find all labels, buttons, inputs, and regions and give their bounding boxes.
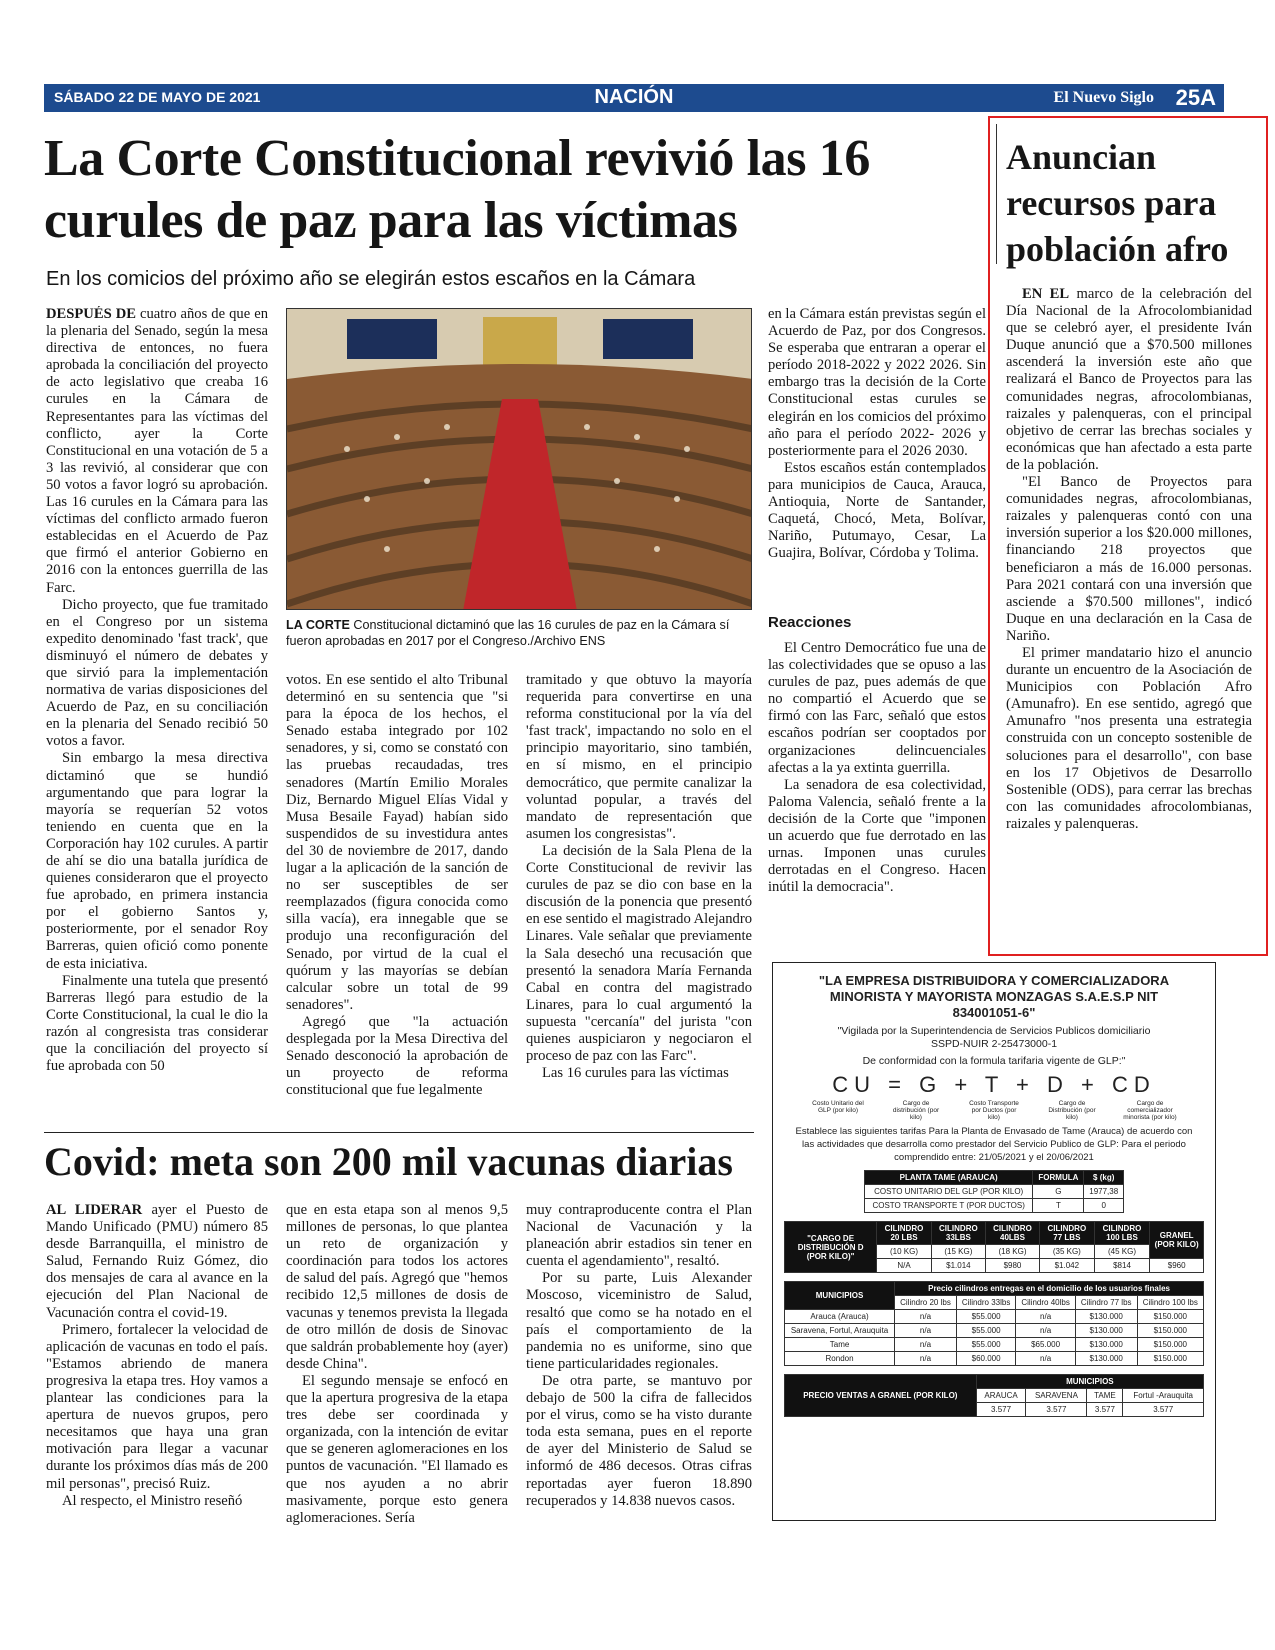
covid-column-1 [46, 1202, 268, 1562]
main-column-4b [768, 640, 986, 940]
paragraph: El Centro Democrático fue una de las colectividades que se opuso a las curules de paz, pues además de que no compartió el Acuerdo que se firmó con las Farc, señaló que estos escaños podrían ser cooptados por organizaciones delincuenciales afectas a la ya extinta guerrilla. [768, 640, 986, 776]
section-name: NACIÓN [594, 86, 674, 108]
main-column-1 [46, 306, 268, 1126]
senate-chamber-photo [286, 308, 752, 610]
covid-column-3 [526, 1202, 752, 1562]
notice-title: "LA EMPRESA DISTRIBUIDORA Y COMERCIALIZADORA MINORISTA Y MAYORISTA MONZAGAS S.A.E.S.P NIT 834001051-6" [818, 973, 1170, 1020]
paragraph: El segundo mensaje se enfocó en que la apertura progresiva de la etapa tres debe ser coordinada y organizada, con la intención de evitar que se generen aglomeraciones en los puntos de vacunación. "El llamado es que nos ayuden a no abrir masivamente, porque esto genera aglomeraciones. Sería [286, 1372, 508, 1526]
photo-caption: LA CORTE Constitucional dictaminó que las 16 curules de paz en la Cámara sí fueron aprobadas en 2017 por el Congreso./Archivo ENS [286, 618, 730, 648]
paragraph: Por su parte, Luis Alexander Moscoso, viceministro de Salud, resaltó que como se ha notado en el país el comportamiento de la pandemia no es uniforme, sino que tiene particularidades regionales. [526, 1270, 752, 1372]
paragraph: "El Banco de Proyectos para comunidades negras, afrocolombianas, raizales y palenqueras contó con una inversión superior a los $20.000 millones, financiando 218 proyectos que beneficiaron a más de 16.000 personas. Para 2021 contará con una inversión que asciende a $70.500 millones", indicó Duque en una declaración en la Casa de Nariño. [1006, 474, 1252, 644]
table-row: Rondon n/a $60.000 n/a $130.000 $150.000 [785, 1352, 1204, 1366]
paragraph: EN EL marco de la celebración del Día Nacional de la Afrocolombianidad que se celebró ayer, el presidente Iván Duque anunció que a $70.500 millones ascenderá la inversión este año que realizará el Banco de Proyectos para las comunidades negras, afrocolombianas, raizales y palenqueras, con el principal objetivo de cerrar las brechas sociales y económicas que han afectado a esta parte de la población. [1006, 286, 1252, 473]
subhead-reacciones: Reacciones [768, 614, 852, 631]
paragraph: Dicho proyecto, que fue tramitado en el Congreso por un sistema expedito denominado 'fast track', que disminuyó el número de debates y que sirvió para la implementación normativa de varias disposiciones del Acuerdo de Paz, en su conciliación en la plenaria del Senado recibió 50 votos a favor. [46, 596, 268, 750]
tariff-table-distribucion: "CARGO DE DISTRIBUCIÓN D (POR KILO)" CILINDRO 20 LBS CILINDRO 33LBS CILINDRO 40LBS CILINDRO 77 LBS CILINDRO 100 LBS GRANEL (POR KILO) (10 KG) (15 KG) (18 KG) (35 KG) (45 KG) N/A $1.014 $980 $1.042 $814 $960 [784, 1221, 1204, 1273]
page-header-bar [44, 84, 1224, 112]
main-deck: En los comicios del próximo año se elegirán estos escaños en la Cámara [46, 268, 696, 290]
paragraph: Al respecto, el Ministro reseñó [62, 1492, 243, 1509]
paragraph: La senadora de esa colectividad, Paloma Valencia, señaló frente a la decisión de la Corte que "imponen un acuerdo que fue derrotado en las urnas. Imponen unas curules derrotadas en el Congreso. Hacen inútil la democracia". [768, 776, 986, 896]
main-column-4a [768, 306, 986, 624]
paragraph: DESPUÉS DE cuatro años de que en la plenaria del Senado, según la mesa directiva de entonces, no fuera aprobada la conciliación del proyecto de acto legislativo que creaba 16 curules en la Cámara de Representantes para las víctimas del conflicto, ayer la Corte Constitucional en una votación de 5 a 3 las revivió, al considerar que con 50 votos a favor logró su aprobación. Las 16 curules en la Cámara para las víctimas del conflicto armado fueron establecidas en el Acuerdo de Paz que firmó el anterior Gobierno en 2016 con la entonces guerrilla de las Farc. [46, 306, 268, 596]
table-row: Arauca (Arauca) n/a $55.000 n/a $130.000 $150.000 [785, 1310, 1204, 1324]
paragraph: en la Cámara están previstas según el Acuerdo de Paz, por dos Congresos. Se esperaba que entraran a operar el período 2018-2022 y 2022 2026. Sin embargo tras la decisión de la Corte Constitucional estas curules se elegirán en los comicios del próximo año para el período 2022- 2026 y posteriormente para el 2026 2030. [768, 306, 986, 459]
notice-conformidad: De conformidad con la formula tarifaria vigente de GLP:" [862, 1055, 1126, 1067]
table-row: Saravena, Fortul, Arauquita n/a $55.000 n/a $130.000 $150.000 [785, 1324, 1204, 1338]
main-headline: La Corte Constitucional revivió las 16 curules de paz para las víctimas [44, 130, 870, 249]
tariff-table-planta: PLANTA TAME (ARAUCA) FORMULA $ (kg) COSTO UNITARIO DEL GLP (POR KILO) G 1977,38 COSTO TRANSPORTE T (POR DUCTOS) T 0 [864, 1170, 1124, 1213]
paragraph: tramitado y que obtuvo la mayoría requerida para convertirse en una reforma constitucional por la vía del 'fast track', impactando no solo en el principio mayoritario, sino también, en sí mismo, en el principio democrático, que permite canalizar la voluntad popular, a través del mandato de representación que asumen los congresistas". [526, 672, 752, 842]
page-number: 25A [1175, 85, 1216, 110]
paragraph: El primer mandatario hizo el anuncio durante un encuentro de la Asociación de Municipios con Población Afro (Amunafro). En ese sentido, agregó que Amunafro "nos presenta una estrategia construida con un concepto sostenible de soluciones para el desarrollo", con base en los 17 Objetivos de Desarrollo Sostenible (ODS), para cerrar las brechas con las comunidades afrocolombianas, raizales y palenqueras. [1006, 644, 1252, 832]
paragraph: Primero, fortalecer la velocidad de aplicación de vacunas en todo el país. "Estamos abriendo de manera progresiva la etapa tres. Hoy vamos a plantear las condiciones para la apertura de nuevos grupos, pero necesitamos que haya una gran motivación para llegar a vacunar durante los próximos días más de 200 mil personas", precisó Ruiz. [46, 1321, 268, 1492]
paragraph: De otra parte, se mantuvo por debajo de 500 la cifra de fallecidos por el virus, como se ha visto durante toda esta semana, pues en el reporte de ayer del Ministerio de Salud se informó de 486 decesos. Otras cifras reportadas ayer fueron 18.890 recuperados y 14.838 nuevos casos. [526, 1372, 752, 1509]
covid-headline: Covid: meta son 200 mil vacunas diarias [44, 1139, 733, 1184]
main-column-2 [286, 672, 508, 1126]
main-column-3 [526, 672, 752, 1126]
paragraph: Las 16 curules para las víctimas [542, 1065, 729, 1082]
paragraph: AL LIDERAR ayer el Puesto de Mando Unificado (PMU) número 85 desde Barranquilla, el ministro de Salud, Fernando Ruiz Gómez, dio dos mensajes de cara al avance en la ejecución del Plan Nacional de Vacunación contra el covid-19. [46, 1202, 268, 1321]
tariff-table-granel: PRECIO VENTAS A GRANEL (POR KILO) MUNICIPIOS ARAUCA SARAVENA TAME Fortul -Arauquita 3.577 3.577 3.577 3.577 [784, 1374, 1204, 1417]
tariff-formula: CU = G + T + D + CD [832, 1072, 1156, 1097]
paragraph: La decisión de la Sala Plena de la Corte Constitucional de revivir las curules de paz se dio con base en la discusión de la ponencia que presentó en ese sentido el magistrado Alejandro Linares. Vale señalar que previamente la Sala desechó una recusación que presentó la senadora María Fernanda Cabal en contra del magistrado Linares, para lo cual argumentó la supuesta "cercanía" del jurista "con quienes auspiciaron y negociaron el proceso de paz con las Farc". [526, 842, 752, 1065]
table-row: Tame n/a $55.000 $65.000 $130.000 $150.000 [785, 1338, 1204, 1352]
formula-legend: Costo Unitario del GLP (por kilo) Cargo de distribución (por kilo) Costo Transporte por Ductos (por kilo) Cargo de Distribución (por kilo) Cargo de comercializador minorista (por kilo) [812, 1100, 1177, 1121]
covid-column-2 [286, 1202, 508, 1562]
paragraph: muy contraproducente contra el Plan Nacional de Vacunación y la planeación abrir estadios sin tener en cuenta el agendamiento", resaltó. [526, 1202, 752, 1270]
issue-date: SÁBADO 22 DE MAYO DE 2021 [54, 89, 261, 105]
divider [44, 1132, 754, 1133]
paragraph: votos. En ese sentido el alto Tribunal determinó en su sentencia que "si para la época de los hechos, el Senado estaba integrado por 102 senadores, y si, como se constató con las pruebas recaudadas, tres senadores (Martín Emilio Morales Diz, Bernardo Miguel Elías Vidal y Musa Besaile Fayad) habían sido suspendidos de su investidura antes del 30 de noviembre de 2017, dando lugar a la aplicación de la sanción de no ser susceptibles de ser reemplazados (figura conocida como silla vacía), era innegable que se produjo una reconfiguración del Senado, por virtud de la cual el quórum y las mayorías se debían calcular sobre un total de 99 senadores". [286, 672, 508, 1013]
paragraph: Finalmente una tutela que presentó Barreras llegó para estudio de la Corte Constitucional, la cual le dio la razón al congresista tras considerar que la conciliación del proyecto sí fue aprobada con 50 [46, 972, 268, 1075]
notice-vigilada: "Vigilada por la Superintendencia de Servicios Publicos domiciliario SSPD-NUIR 2-25473000-1 [837, 1025, 1151, 1050]
gas-tariff-notice [772, 962, 1216, 1521]
paragraph: Estos escaños están contemplados para municipios de Cauca, Arauca, Antioquia, Norte de Santander, Caquetá, Chocó, Meta, Bolívar, Nariño, Putumayo, Cesar, La Guajira, Bolívar, Córdoba y Tolima. [768, 459, 986, 562]
paragraph: Agregó que "la actuación desplegada por la Mesa Directiva del Senado desconoció la aprobación de un proyecto de reforma constitucional que fue legalmente [286, 1013, 508, 1099]
sidebar-rule [996, 124, 997, 264]
afro-headline: Anuncian recursos para población afro [1006, 137, 1229, 269]
tariff-table-municipios: MUNICIPIOS Precio cilindros entregas en el domicilio de los usuarios finales Cilindro 20 lbs Cilindro 33lbs Cilindro 40lbs Cilindro 77 lbs Cilindro 100 lbs Arauca (Arauca) n/a $55.000 n/a $130.000 $150.000 Saravena, Fortul, Arauquita n/a $55.000 n/a $130.000 $150.000 Tame n/a $55.000 $65.000 $130.000 $150.000 Rondon n/a $60.000 n/a $130.000 $150.000 [784, 1281, 1204, 1366]
notice-establece: Establece las siguientes tarifas Para la Planta de Envasado de Tame (Arauca) de acuerdo con las actividades que desarrolla como prestador del Servicio Publico de GLP: Para el periodo comprendido entre: 21/05/2021 y el 20/06/2021 [795, 1126, 1193, 1163]
afro-column [1006, 286, 1252, 948]
paragraph: que en esta etapa son al menos 9,5 millones de personas, lo que plantea un reto de organización y coordinación para todos los actores de salud del país. Agregó que "hemos recibido 12,5 millones de dosis de vacunas y tenemos prevista la llegada de otro millón de dosis de Sinovac que saldrán probablemente hoy (ayer) desde China". [286, 1202, 508, 1372]
paragraph: Sin embargo la mesa directiva dictaminó que se hundió argumentando que para lograr la mayoría se requerían 52 votos teniendo en cuenta que en la Corporación hay 102 curules. A partir de ahí se dio una batalla jurídica de quienes consideraron que el proyecto fue aprobado, en primera instancia por el gobierno Santos y, posteriormente, por el senador Roy Barreras, quien ofició como ponente de esta iniciativa. [46, 750, 268, 972]
newspaper-brand: El Nuevo Siglo [1053, 89, 1154, 106]
